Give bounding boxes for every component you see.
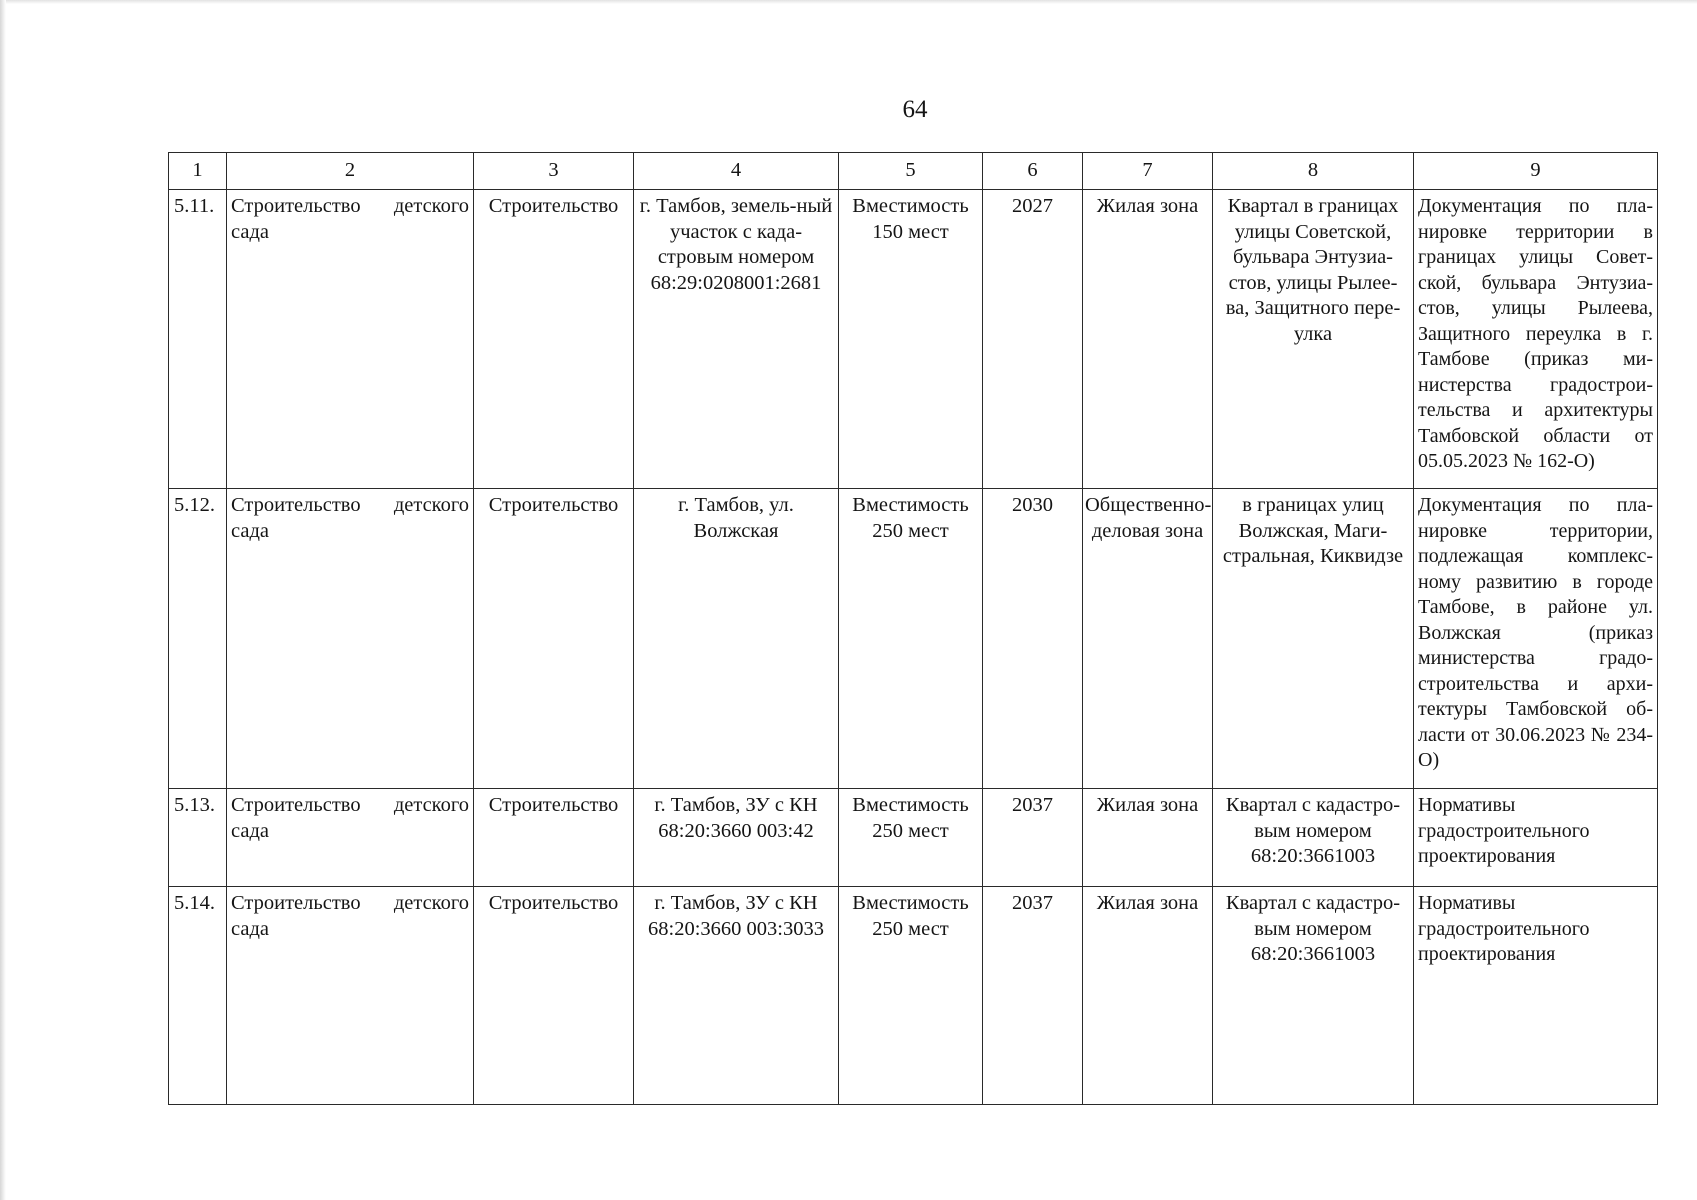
zone: Жилая зона: [1083, 789, 1213, 887]
work-type: Строительство: [474, 887, 634, 1105]
work-type: Строительство: [474, 190, 634, 489]
documentation: Документация по пла-нировке территории в границах улицы Совет-ской, бульвара Энтузиа-стов, улицы Рылеева, Защитного переулка в г. Тамбове (приказ ми-нистерства градострои-тельства и архитектуры Тамбовской области от 05.05.2023 № 162-О): [1414, 190, 1658, 489]
header-col-6: 6: [983, 153, 1083, 190]
year: 2037: [983, 789, 1083, 887]
year: 2037: [983, 887, 1083, 1105]
object-name: Строительство детского сада: [227, 190, 474, 489]
scan-top-edge: [0, 0, 1697, 4]
page-number: 64: [902, 96, 928, 123]
header-col-2: 2: [227, 153, 474, 190]
year: 2030: [983, 489, 1083, 789]
zone: Общественно- деловая зона: [1083, 489, 1213, 789]
scan-left-edge: [0, 0, 6, 1200]
header-col-8: 8: [1213, 153, 1414, 190]
work-type: Строительство: [474, 789, 634, 887]
year: 2027: [983, 190, 1083, 489]
boundaries: Квартал в границах улицы Советской, бульвара Энтузиа-стов, улицы Рылее-ва, Защитного пере-улка: [1213, 190, 1414, 489]
zone: Жилая зона: [1083, 190, 1213, 489]
header-col-7: 7: [1083, 153, 1213, 190]
documentation: Нормативы градостроительного проектирования: [1414, 789, 1658, 887]
header-col-1: 1: [169, 153, 227, 190]
row-number: 5.14.: [169, 887, 227, 1105]
row-number: 5.11.: [169, 190, 227, 489]
object-name: Строительство детского сада: [227, 489, 474, 789]
table-row: [169, 887, 1658, 1105]
boundaries: Квартал с кадастро-вым номером 68:20:3661003: [1213, 887, 1414, 1105]
header-col-9: 9: [1414, 153, 1658, 190]
table-row: [169, 190, 1658, 489]
boundaries: в границах улиц Волжская, Маги-стральная, Киквидзе: [1213, 489, 1414, 789]
header-col-4: 4: [634, 153, 839, 190]
data-table: [168, 152, 1658, 1105]
capacity: Вместимость 250 мест: [839, 887, 983, 1105]
row-number: 5.13.: [169, 789, 227, 887]
location: г. Тамбов, земель-ный участок с када-стровым номером 68:29:0208001:2681: [634, 190, 839, 489]
row-number: 5.12.: [169, 489, 227, 789]
header-col-3: 3: [474, 153, 634, 190]
capacity: Вместимость 250 мест: [839, 789, 983, 887]
location: г. Тамбов, ЗУ с КН 68:20:3660 003:42: [634, 789, 839, 887]
documentation: Нормативы градостроительного проектирования: [1414, 887, 1658, 1105]
capacity: Вместимость 250 мест: [839, 489, 983, 789]
header-col-5: 5: [839, 153, 983, 190]
location: г. Тамбов, ЗУ с КН 68:20:3660 003:3033: [634, 887, 839, 1105]
table-row: [169, 789, 1658, 887]
capacity: Вместимость 150 мест: [839, 190, 983, 489]
documentation: Документация по пла-нировке территории, подлежащая комплекс-ному развитию в городе Тамбове, в районе ул. Волжская (приказ министерства градо-строительства и архи-тектуры Тамбовской об-ласти от 30.06.2023 № 234-О): [1414, 489, 1658, 789]
object-name: Строительство детского сада: [227, 789, 474, 887]
boundaries: Квартал с кадастро-вым номером 68:20:3661003: [1213, 789, 1414, 887]
table-row: [169, 489, 1658, 789]
header-row: [169, 153, 1658, 190]
work-type: Строительство: [474, 489, 634, 789]
object-name: Строительство детского сада: [227, 887, 474, 1105]
location: г. Тамбов, ул. Волжская: [634, 489, 839, 789]
zone: Жилая зона: [1083, 887, 1213, 1105]
